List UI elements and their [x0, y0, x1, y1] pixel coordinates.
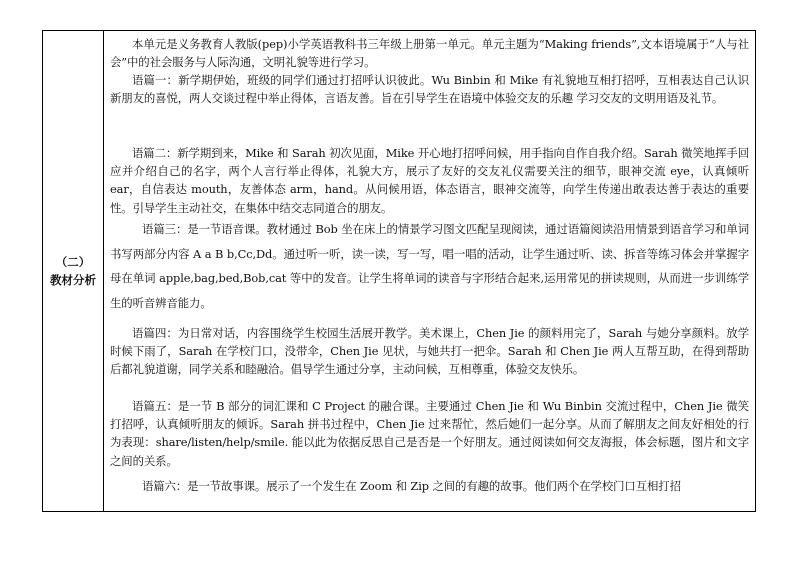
paragraph-text-5: 语篇五：是一节 B 部分的词汇课和 C Project 的融合课。主要通过 Chen Jie 和 Wu Binbin 交流过程中，Chen Jie 微笑打招呼，认真倾听朋友的倾诉。Sarah 拼书过程中，Chen Jie 过来帮忙，然后她们一起分享。从而了解朋友之间友好相处的行为表现：share/listen/help/smile. 能以此为依据反思自己是否是一个好朋友。通过阅读如何交友海报，体会标题，图片和文字之间的关系。 [110, 399, 749, 468]
analysis-table [42, 30, 756, 512]
paragraph-text-3: 语篇三：是一节语音课。教材通过 Bob 坐在床上的情景学习图文匹配呈现阅读，通过语篇阅读沿用情景到语音学习和单词书写两部分内容 A a B b,Cc,Dd。通过听一听，读一读，写一写，唱一唱的活动，让学生通过听、读、拆音等练习体会并掌握字母在单词 apple,bag,bed,Bob,cat 等中的发音。让学生将单词的读音与字形结合起来,运用常见的拼读规则，从而进一步训练学生的听音辨音能力。 [110, 222, 749, 310]
section-label-cell [43, 31, 104, 511]
paragraph-text-4: 语篇四：为日常对话，内容围绕学生校园生活展开教学。美术课上，Chen Jie 的颜料用完了，Sarah 与她分享颜料。放学时候下雨了，Sarah 在学校门口，没带伞，Chen Jie 见状，与她共打一把伞。Sarah 和 Chen Jie 两人互帮互助，在得到帮助后都礼貌道谢，同学关系和睦融洽。倡导学生通过分享，主动问候，互相尊重，体验交友快乐。 [110, 326, 749, 377]
paragraph-text-1: 语篇一：新学期伊始，班级的同学们通过打招呼认识彼此。Wu Binbin 和 Mike 有礼貌地互相打招呼，互相表达自己认识新朋友的喜悦，两人交谈过程中举止得体，言语友善。旨在引导学生在语境中体验交友的乐趣 学习交友的文明用语及礼节。 [110, 73, 749, 106]
paragraph-text-6: 语篇六：是一节故事课。展示了一个发生在 Zoom 和 Zip 之间的有趣的故事。他们两个在学校门口互相打招 [142, 479, 681, 493]
section-number: （二） [55, 255, 91, 269]
paragraph-intro: 本单元是义务教育人教版(pep)小学英语教科书三年级上册第一单元。单元主题为“Making friends”,文本语境属于“人与社会”中的社会服务与人际沟通，文明礼貌等进行学习。 [110, 37, 749, 70]
content-cell [104, 31, 755, 511]
paragraph-text-2: 语篇二：新学期到来，Mike 和 Sarah 初次见面，Mike 开心地打招呼问候，用手指向自作自我介绍。Sarah 微笑地挥手回应并介绍自己的名字，两个人言行举止得体，礼貌大方，展示了友好的交友礼仪需要关注的细节，眼神交流 eye，认真倾听 ear，自信表达 mouth，友善体态 arm，hand。从问候用语，体态语言，眼神交流等，向学生传递出敢表达善于表达的重要性。引导学生主动社交，在集体中结交志同道合的朋友。 [110, 146, 749, 215]
section-title: 教材分析 [50, 273, 96, 287]
